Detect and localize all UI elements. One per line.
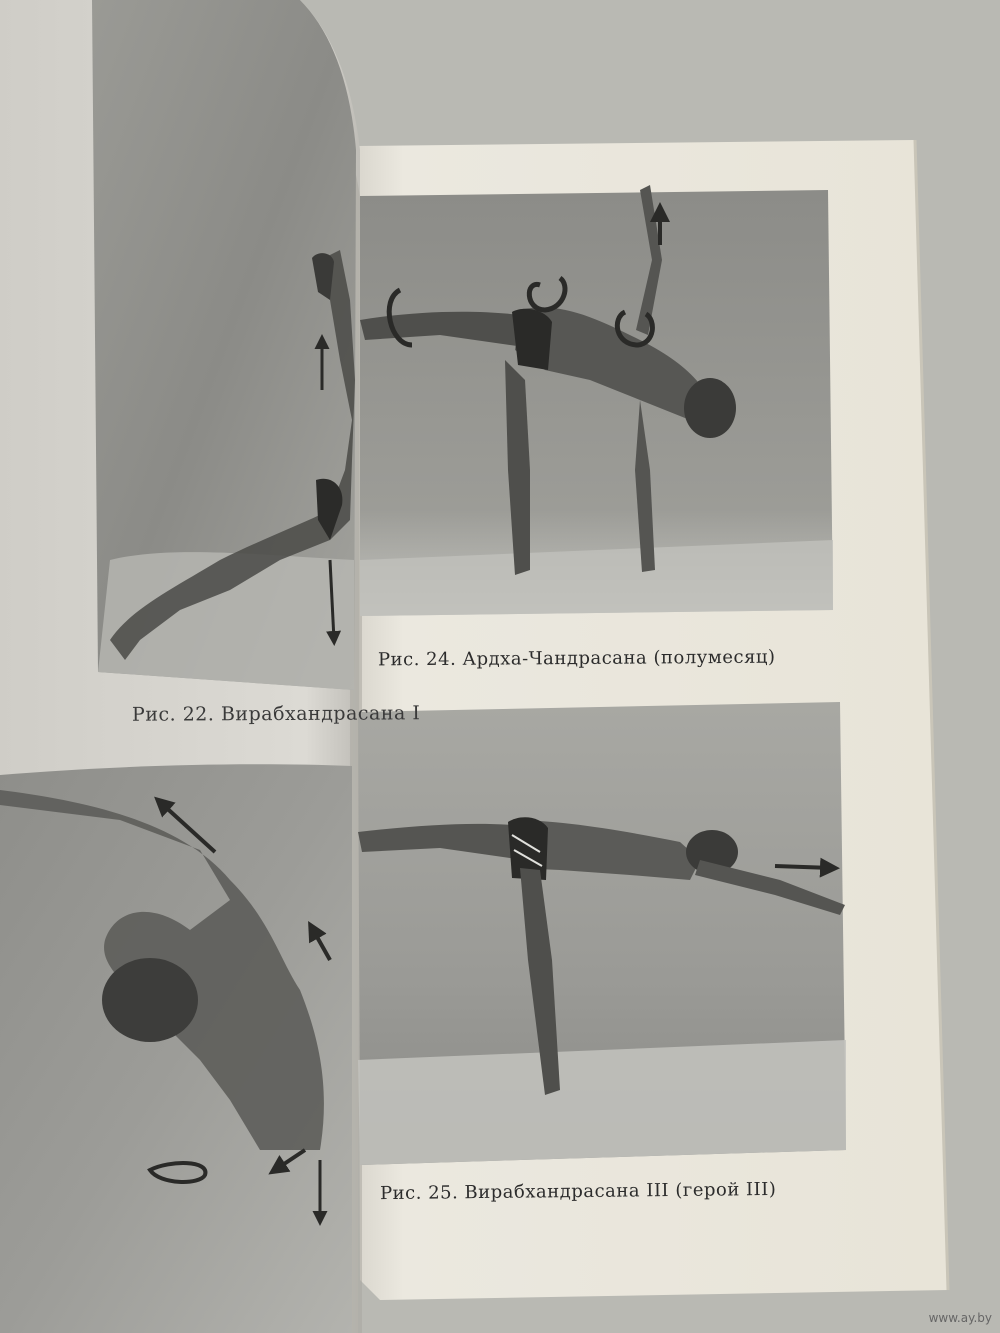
caption-fig22: Рис. 22. Вирабхандрасана I (131, 702, 421, 726)
photo-fig25 (358, 702, 846, 1165)
photo-fig24 (360, 185, 833, 616)
watermark: www.ay.by (928, 1311, 992, 1325)
caption-fig24: Рис. 24. Ардха-Чандрасана (полумесяц) (377, 646, 776, 671)
caption-fig25: Рис. 25. Вирабхандрасана III (герой III) (379, 1178, 777, 1205)
photo-fig23 (0, 764, 352, 1333)
photo-fig22 (92, 0, 356, 690)
